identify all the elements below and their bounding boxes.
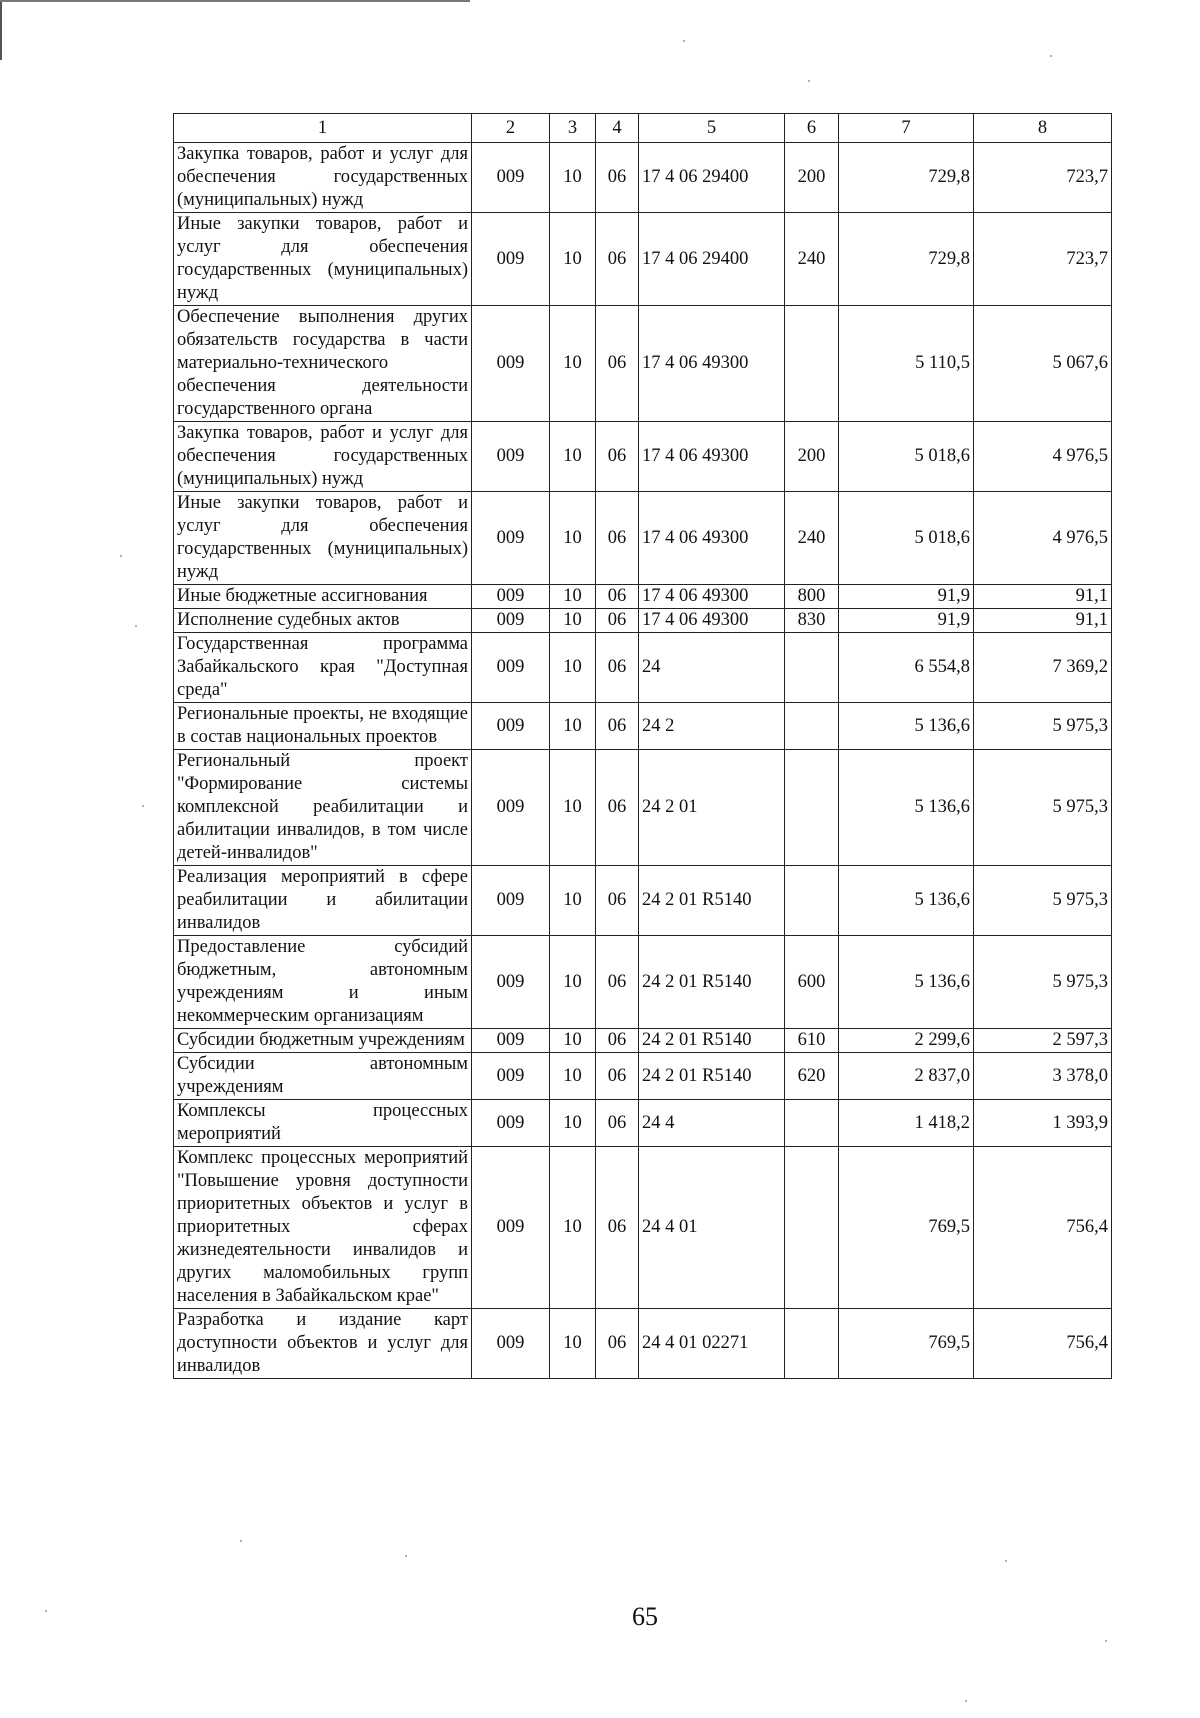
cell-amount-col8: 2 597,3 (974, 1029, 1112, 1053)
cell-admin-code: 009 (472, 306, 550, 422)
table-row (174, 609, 1112, 633)
scan-speck (142, 805, 144, 807)
cell-subsection: 06 (596, 1147, 639, 1309)
cell-amount-col8: 723,7 (974, 213, 1112, 306)
table-row (174, 936, 1112, 1029)
cell-name: Государственная программа Забайкальского края "Доступная среда" (174, 633, 472, 703)
cell-amount-col7: 5 136,6 (839, 703, 974, 750)
cell-section: 10 (550, 213, 596, 306)
cell-amount-col8: 7 369,2 (974, 633, 1112, 703)
cell-name: Исполнение судебных актов (174, 609, 472, 633)
page-number: 65 (632, 1602, 658, 1631)
table-row (174, 306, 1112, 422)
table-row (174, 1100, 1112, 1147)
cell-target-article: 17 4 06 49300 (639, 585, 785, 609)
cell-amount-col7: 5 018,6 (839, 492, 974, 585)
cell-amount-col7: 2 299,6 (839, 1029, 974, 1053)
header-cell: 4 (596, 114, 639, 143)
cell-name: Иные закупки товаров, работ и услуг для обеспечения государственных (муниципальных) нужд (174, 492, 472, 585)
cell-target-article: 24 4 01 (639, 1147, 785, 1309)
cell-target-article: 17 4 06 49300 (639, 609, 785, 633)
cell-expense-type: 240 (785, 492, 839, 585)
cell-amount-col8: 1 393,9 (974, 1100, 1112, 1147)
cell-subsection: 06 (596, 1029, 639, 1053)
scan-speck (405, 1555, 407, 1557)
cell-expense-type: 800 (785, 585, 839, 609)
cell-target-article: 17 4 06 29400 (639, 213, 785, 306)
scan-speck (683, 40, 685, 42)
cell-name: Комплекс процессных мероприятий "Повышение уровня доступности приоритетных объектов и услуг в приоритетных сферах жизнедеятельности инвалидов и других маломобильных групп населения в Забайкальском крае" (174, 1147, 472, 1309)
cell-expense-type (785, 1309, 839, 1379)
cell-subsection: 06 (596, 1309, 639, 1379)
cell-name: Региональный проект "Формирование системы комплексной реабилитации и абилитации инвалидов, в том числе детей-инвалидов" (174, 750, 472, 866)
cell-name: Субсидии бюджетным учреждениям (174, 1029, 472, 1053)
cell-section: 10 (550, 1053, 596, 1100)
cell-admin-code: 009 (472, 1100, 550, 1147)
cell-subsection: 06 (596, 422, 639, 492)
cell-amount-col7: 1 418,2 (839, 1100, 974, 1147)
cell-expense-type (785, 703, 839, 750)
table-row (174, 213, 1112, 306)
cell-expense-type: 600 (785, 936, 839, 1029)
cell-target-article: 24 2 01 (639, 750, 785, 866)
cell-name: Иные закупки товаров, работ и услуг для обеспечения государственных (муниципальных) нужд (174, 213, 472, 306)
cell-expense-type: 610 (785, 1029, 839, 1053)
scan-speck (965, 1700, 967, 1702)
cell-amount-col7: 2 837,0 (839, 1053, 974, 1100)
cell-admin-code: 009 (472, 750, 550, 866)
cell-expense-type (785, 1147, 839, 1309)
scan-speck (808, 80, 810, 82)
cell-section: 10 (550, 1100, 596, 1147)
cell-expense-type: 830 (785, 609, 839, 633)
table-row (174, 422, 1112, 492)
cell-amount-col8: 723,7 (974, 143, 1112, 213)
cell-amount-col7: 6 554,8 (839, 633, 974, 703)
cell-admin-code: 009 (472, 143, 550, 213)
cell-subsection: 06 (596, 306, 639, 422)
cell-admin-code: 009 (472, 422, 550, 492)
cell-amount-col8: 5 975,3 (974, 750, 1112, 866)
cell-section: 10 (550, 703, 596, 750)
cell-admin-code: 009 (472, 1029, 550, 1053)
scan-speck (120, 555, 122, 557)
cell-admin-code: 009 (472, 936, 550, 1029)
cell-admin-code: 009 (472, 1309, 550, 1379)
cell-admin-code: 009 (472, 1053, 550, 1100)
cell-expense-type: 200 (785, 422, 839, 492)
cell-amount-col8: 91,1 (974, 585, 1112, 609)
header-cell: 1 (174, 114, 472, 143)
cell-section: 10 (550, 1147, 596, 1309)
table-row (174, 1029, 1112, 1053)
cell-amount-col7: 729,8 (839, 143, 974, 213)
cell-name: Реализация мероприятий в сфере реабилитации и абилитации инвалидов (174, 866, 472, 936)
cell-expense-type (785, 750, 839, 866)
table-header-row (174, 114, 1112, 143)
table-row (174, 1053, 1112, 1100)
cell-subsection: 06 (596, 936, 639, 1029)
cell-target-article: 24 4 01 02271 (639, 1309, 785, 1379)
cell-target-article: 24 2 (639, 703, 785, 750)
cell-section: 10 (550, 143, 596, 213)
cell-amount-col7: 5 018,6 (839, 422, 974, 492)
cell-admin-code: 009 (472, 1147, 550, 1309)
cell-subsection: 06 (596, 1100, 639, 1147)
table-row (174, 1309, 1112, 1379)
cell-amount-col7: 5 136,6 (839, 750, 974, 866)
header-cell: 2 (472, 114, 550, 143)
table-row (174, 1147, 1112, 1309)
table-row (174, 585, 1112, 609)
scan-edge-left (0, 0, 2, 60)
cell-subsection: 06 (596, 609, 639, 633)
cell-amount-col7: 769,5 (839, 1147, 974, 1309)
header-cell: 6 (785, 114, 839, 143)
scan-speck (135, 625, 137, 627)
cell-subsection: 06 (596, 492, 639, 585)
cell-name: Закупка товаров, работ и услуг для обеспечения государственных (муниципальных) нужд (174, 422, 472, 492)
scan-speck (240, 1540, 242, 1542)
cell-section: 10 (550, 585, 596, 609)
cell-section: 10 (550, 1029, 596, 1053)
cell-section: 10 (550, 866, 596, 936)
scan-edge-top (0, 0, 470, 2)
cell-admin-code: 009 (472, 633, 550, 703)
cell-amount-col8: 4 976,5 (974, 492, 1112, 585)
cell-subsection: 06 (596, 585, 639, 609)
budget-table (173, 113, 1112, 1379)
cell-subsection: 06 (596, 213, 639, 306)
cell-expense-type (785, 633, 839, 703)
cell-target-article: 24 4 (639, 1100, 785, 1147)
cell-target-article: 24 2 01 R5140 (639, 1029, 785, 1053)
cell-name: Комплексы процессных мероприятий (174, 1100, 472, 1147)
cell-subsection: 06 (596, 633, 639, 703)
table-row (174, 866, 1112, 936)
cell-name: Предоставление субсидий бюджетным, автономным учреждениям и иным некоммерческим организациям (174, 936, 472, 1029)
cell-amount-col7: 729,8 (839, 213, 974, 306)
cell-amount-col8: 5 975,3 (974, 866, 1112, 936)
table-row (174, 143, 1112, 213)
cell-admin-code: 009 (472, 492, 550, 585)
cell-target-article: 24 2 01 R5140 (639, 1053, 785, 1100)
cell-admin-code: 009 (472, 609, 550, 633)
cell-expense-type: 200 (785, 143, 839, 213)
header-cell: 8 (974, 114, 1112, 143)
table-row (174, 492, 1112, 585)
table-row (174, 633, 1112, 703)
cell-amount-col7: 5 136,6 (839, 866, 974, 936)
cell-target-article: 17 4 06 49300 (639, 492, 785, 585)
cell-amount-col7: 5 136,6 (839, 936, 974, 1029)
cell-amount-col8: 756,4 (974, 1309, 1112, 1379)
cell-amount-col7: 91,9 (839, 585, 974, 609)
cell-admin-code: 009 (472, 703, 550, 750)
cell-target-article: 17 4 06 29400 (639, 143, 785, 213)
cell-expense-type: 620 (785, 1053, 839, 1100)
cell-subsection: 06 (596, 703, 639, 750)
scan-speck (1050, 55, 1052, 57)
cell-target-article: 17 4 06 49300 (639, 306, 785, 422)
cell-name: Закупка товаров, работ и услуг для обеспечения государственных (муниципальных) нужд (174, 143, 472, 213)
cell-amount-col7: 5 110,5 (839, 306, 974, 422)
cell-target-article: 24 2 01 R5140 (639, 866, 785, 936)
cell-target-article: 24 2 01 R5140 (639, 936, 785, 1029)
scan-speck (1005, 1560, 1007, 1562)
table-row (174, 703, 1112, 750)
cell-subsection: 06 (596, 1053, 639, 1100)
cell-amount-col8: 5 975,3 (974, 936, 1112, 1029)
cell-amount-col8: 91,1 (974, 609, 1112, 633)
cell-amount-col7: 91,9 (839, 609, 974, 633)
cell-admin-code: 009 (472, 213, 550, 306)
cell-section: 10 (550, 422, 596, 492)
cell-target-article: 24 (639, 633, 785, 703)
cell-section: 10 (550, 306, 596, 422)
cell-expense-type (785, 866, 839, 936)
cell-section: 10 (550, 750, 596, 866)
cell-admin-code: 009 (472, 585, 550, 609)
cell-amount-col8: 756,4 (974, 1147, 1112, 1309)
table-row (174, 750, 1112, 866)
cell-section: 10 (550, 633, 596, 703)
cell-amount-col7: 769,5 (839, 1309, 974, 1379)
cell-subsection: 06 (596, 866, 639, 936)
cell-amount-col8: 5 975,3 (974, 703, 1112, 750)
cell-name: Разработка и издание карт доступности объектов и услуг для инвалидов (174, 1309, 472, 1379)
cell-target-article: 17 4 06 49300 (639, 422, 785, 492)
cell-name: Региональные проекты, не входящие в состав национальных проектов (174, 703, 472, 750)
cell-expense-type: 240 (785, 213, 839, 306)
header-cell: 7 (839, 114, 974, 143)
cell-section: 10 (550, 492, 596, 585)
cell-name: Субсидии автономным учреждениям (174, 1053, 472, 1100)
cell-expense-type (785, 1100, 839, 1147)
cell-name: Обеспечение выполнения других обязательств государства в части материально-технического обеспечения деятельности государственного органа (174, 306, 472, 422)
cell-amount-col8: 4 976,5 (974, 422, 1112, 492)
cell-admin-code: 009 (472, 866, 550, 936)
header-cell: 3 (550, 114, 596, 143)
cell-amount-col8: 5 067,6 (974, 306, 1112, 422)
cell-subsection: 06 (596, 750, 639, 866)
header-cell: 5 (639, 114, 785, 143)
cell-section: 10 (550, 609, 596, 633)
cell-subsection: 06 (596, 143, 639, 213)
cell-section: 10 (550, 1309, 596, 1379)
cell-section: 10 (550, 936, 596, 1029)
cell-expense-type (785, 306, 839, 422)
cell-amount-col8: 3 378,0 (974, 1053, 1112, 1100)
cell-name: Иные бюджетные ассигнования (174, 585, 472, 609)
scan-speck (1105, 1640, 1107, 1642)
